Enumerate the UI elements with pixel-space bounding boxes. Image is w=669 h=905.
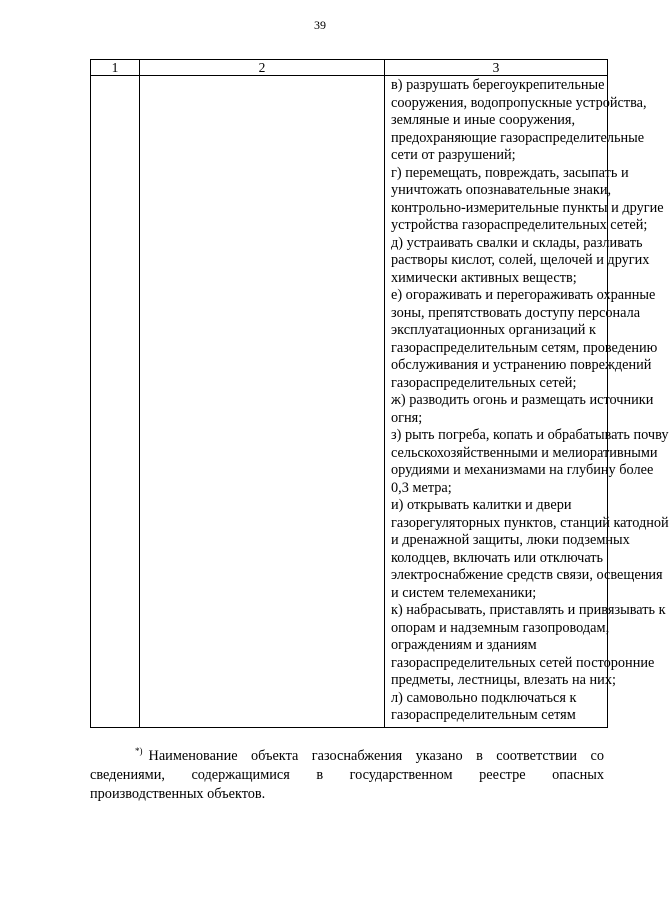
footnote-text-1: Наименование объекта газоснабжения указано в соответствии со [148,748,604,764]
restriction-line: л) самовольно подключаться к [391,689,577,706]
table-row [91,76,608,728]
restriction-line: устройства газораспределительных сетей; [391,217,648,233]
restriction-line: е) огораживать и перегораживать охранные [391,287,656,303]
restriction-line: зоны, препятствовать доступу персонала [391,304,641,321]
restriction-line: предметы, лестницы, влезать на них; [391,672,616,688]
footnote [90,742,604,804]
restriction-line: предохраняющие газораспределительные [391,129,645,146]
restriction-line: газораспределительным сетям [391,707,576,723]
restriction-line: газораспределительных сетей посторонние [391,654,655,671]
restriction-line: сети от разрушений; [391,147,516,163]
restriction-line: эксплуатационных организаций к [391,322,596,338]
restriction-line: химически активных веществ; [391,269,577,286]
footnote-marker: *) [135,746,143,756]
table-cell-col1 [91,76,140,728]
restriction-line: сельскохозяйственными и мелиоративными [391,444,658,461]
restriction-line: д) устраивать свалки и склады, разливать [391,234,643,251]
page-number: 39 [314,18,326,32]
restriction-line: ж) разводить огонь и размещать источники [391,392,654,408]
restriction-line: и систем телемеханики; [391,584,537,601]
restrictions-list-cell [385,76,669,728]
restriction-line: огня; [391,409,423,426]
restriction-line: и) открывать калитки и двери [391,497,572,513]
restriction-line: в) разрушать берегоукрепительные [391,77,605,93]
restriction-line: газораспределительных сетей; [391,374,577,391]
table-header-row [91,60,608,76]
footnote-line-2: сведениями, содержащимися в государственном реестре опасных [90,767,604,783]
restriction-line: электроснабжение средств связи, освещения [391,567,663,583]
restriction-line: г) перемещать, повреждать, засыпать и [391,164,629,181]
restriction-line: 0,3 метра; [391,479,452,496]
column-header-3: 3 [385,60,608,76]
footnote-line-3: производственных объектов. [90,786,266,802]
restriction-line: з) рыть погреба, копать и обрабатывать почву [391,427,669,443]
footnote-line-1 [90,742,604,766]
restriction-line: к) набрасывать, приставлять и привязывать к [391,602,666,618]
restriction-line: орудиями и механизмами на глубину более [391,462,654,478]
restriction-line: и дренажной защиты, люки подземных [391,532,630,548]
restriction-line: обслуживания и устранению повреждений [391,357,652,373]
restriction-line: колодцев, включать или отключать [391,549,604,566]
restriction-line: опорам и надземным газопроводам, [391,619,610,636]
restriction-line: уничтожать опознавательные знаки, [391,182,612,198]
hazard-restrictions-table [90,59,669,728]
restriction-line: земляные и иные сооружения, [391,112,576,128]
restriction-line: газораспределительным сетям, проведению [391,339,658,356]
restriction-line: сооружения, водопропускные устройства, [391,94,647,111]
restriction-line: ограждениям и зданиям [391,637,537,653]
column-header-1: 1 [91,60,140,76]
restriction-line: контрольно-измерительные пункты и другие [391,199,664,216]
table-cell-col2 [140,76,385,728]
restriction-line: растворы кислот, солей, щелочей и других [391,252,650,268]
restriction-line: газорегуляторных пунктов, станций катодной [391,514,669,531]
column-header-2: 2 [140,60,385,76]
